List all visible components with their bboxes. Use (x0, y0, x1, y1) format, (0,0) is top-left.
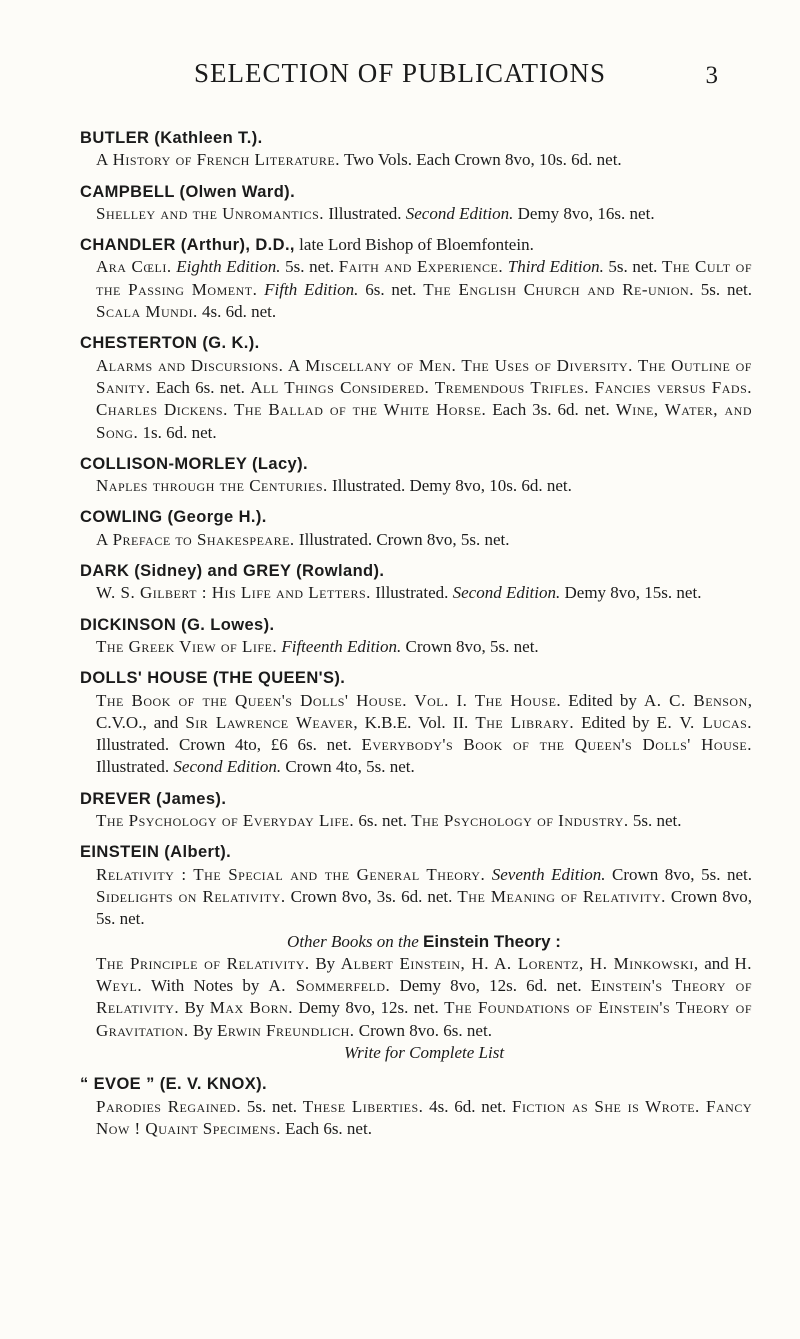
entry-text: Crown 8vo. 6s. net. (354, 1020, 492, 1040)
entry-text: , C.V.O., and (96, 690, 752, 732)
catalogue-entry (80, 614, 752, 659)
entry-text: Demy 8vo, 15s. net. (560, 583, 702, 603)
entry-text: By (309, 953, 341, 973)
book-title: H. Weyl. (96, 953, 752, 996)
edition-note: Fifth Edition. (264, 279, 359, 299)
author-name: CHESTERTON (G. K.). (80, 334, 260, 353)
entry-body (96, 690, 752, 779)
author-name: DARK (Sidney) and GREY (Rowland). (80, 562, 385, 581)
entry-text: By (179, 998, 210, 1018)
publication-list (80, 118, 752, 1140)
entry-text: Illustrated. (324, 203, 406, 223)
edition-note: Second Edition. (405, 203, 514, 223)
subheading-text: Other Books on the (287, 931, 424, 951)
entry-text: Edited by (561, 690, 644, 710)
entry-body (96, 864, 752, 931)
entry-text: Demy 8vo, 16s. net. (513, 203, 655, 223)
entry-text: Crown 8vo, 5s. net. (96, 886, 752, 929)
entry-body (96, 149, 752, 171)
entry-text: Demy 8vo, 12s. 6d. net. (390, 976, 591, 996)
entry-text: Crown 8vo, 5s. net. (401, 636, 539, 656)
catalogue-entry (80, 234, 752, 323)
book-title: Faith and Experience. (338, 257, 504, 277)
entry-body (96, 953, 752, 1042)
book-title: The English Church and Re-union. (423, 279, 694, 299)
book-title: Naples through the Centuries. (96, 476, 328, 496)
book-title: The Meaning of Relativity. (457, 886, 666, 906)
book-title: Sidelights on Relativity. (96, 886, 286, 906)
edition-note: Second Edition. (452, 583, 561, 603)
book-title: Einstein's Theory of Relativity. (96, 976, 752, 1018)
entry-body (96, 203, 752, 225)
book-title: All Things Considered. Tremendous Trifles. Fancies versus Fads. Charles Dickens. The Ballad of the White Horse. (96, 377, 752, 420)
entry-text: 5s. net. (241, 1096, 303, 1116)
catalogue-entry (80, 127, 752, 172)
entry-text: 1s. 6d. net. (138, 422, 217, 442)
book-title: A History of French Literature. (96, 150, 340, 170)
entry-text: Crown 8vo, 3s. 6d. net. (285, 886, 458, 906)
entry-body (96, 256, 752, 323)
author-heading (80, 788, 752, 810)
book-title: Albert Einstein, H. A. Lorentz, H. Minkowski, (340, 953, 699, 973)
page-number: 3 (705, 62, 718, 89)
author-heading (80, 127, 752, 149)
author-name: CAMPBELL (Olwen Ward). (80, 182, 296, 201)
entry-text: Crown 4to, 5s. net. (281, 757, 415, 777)
catalogue-entry (80, 788, 752, 833)
running-head: SELECTION OF PUBLICATIONS (193, 58, 607, 88)
edition-note: Seventh Edition. (491, 864, 606, 884)
author-name: “ EVOE ” (E. V. KNOX). (80, 1075, 267, 1094)
edition-note: Second Edition. (173, 757, 282, 777)
book-title: The Book of the Queen's Dolls' House. Vol. I. The House. (96, 690, 562, 710)
author-heading (80, 181, 752, 203)
entry-text: Each 6s. net. (150, 377, 251, 397)
book-title: The Principle of Relativity. (96, 953, 310, 973)
book-title: Ara Cœli. (96, 257, 172, 277)
entry-text: 4s. 6d. net. (423, 1096, 512, 1116)
catalogue-entry (80, 841, 752, 1064)
book-title: Erwin Freundlich. (217, 1020, 355, 1040)
entry-text: Each 6s. net. (280, 1118, 372, 1138)
entry-body (96, 636, 752, 658)
author-name: DREVER (James). (80, 789, 227, 808)
entry-text: Illustrated. (370, 583, 453, 603)
book-title: Sir Lawrence Weaver (185, 712, 354, 732)
entry-text: 4s. 6d. net. (197, 302, 277, 322)
author-name: COWLING (George H.). (80, 508, 267, 527)
entry-text: Illustrated. Crown 4to, £6 6s. net. (96, 735, 362, 755)
entry-text: 5s. net. (628, 811, 682, 831)
author-heading (80, 332, 752, 354)
catalogue-entry (80, 332, 752, 443)
book-title: Parodies Regained. (96, 1096, 242, 1116)
entry-text: 5s. net. (693, 279, 753, 299)
subheading-emphasis: Einstein Theory : (423, 931, 561, 951)
catalogue-entry (80, 560, 752, 605)
book-title: These Liberties. (302, 1096, 424, 1116)
book-title: The Psychology of Industry. (411, 811, 629, 831)
book-title: The Greek View of Life. (96, 636, 278, 656)
book-title: A. C. Benson (643, 690, 748, 710)
author-name: DOLLS' HOUSE (THE QUEEN'S). (80, 669, 346, 688)
book-title: E. V. Lucas. (656, 712, 752, 732)
entry-body (96, 810, 752, 832)
entry-text: Two Vols. Each Crown 8vo, 10s. 6d. net. (340, 150, 622, 170)
entry-body (96, 529, 752, 551)
entry-text: and (698, 953, 735, 973)
book-title: Wine, Water, and Song. (96, 400, 753, 442)
catalogue-entry (80, 667, 752, 778)
entry-text: Illustrated. Demy 8vo, 10s. 6d. net. (327, 476, 572, 496)
book-title: Relativity : The Special and the General Theory. (96, 864, 486, 884)
author-heading (80, 560, 752, 582)
author-heading (80, 234, 752, 256)
book-title: A Preface to Shakespeare. (96, 529, 295, 549)
book-title: The Library. (475, 712, 575, 732)
edition-note: Fifteenth Edition. (281, 636, 402, 656)
author-heading (80, 841, 752, 863)
book-title: The Foundations of Einstein's Theory of Gravitation. (96, 998, 753, 1040)
entry-text: Demy 8vo, 12s. net. (293, 998, 445, 1018)
book-title: Everybody's Book of the Queen's Dolls' House. (361, 735, 752, 755)
author-name: DICKINSON (G. Lowes). (80, 615, 275, 634)
author-name: EINSTEIN (Albert). (80, 843, 232, 862)
author-name: BUTLER (Kathleen T.). (80, 129, 263, 147)
book-title: Shelley and the Unromantics. (96, 203, 325, 223)
entry-text: 5s. net. (280, 257, 339, 277)
footer-note: Write for Complete List (343, 1042, 505, 1062)
book-title: A. Sommerfeld. (268, 976, 391, 996)
author-heading (80, 506, 752, 528)
author-heading (80, 614, 752, 636)
subheading (96, 931, 752, 953)
entry-text: 6s. net. (358, 279, 424, 299)
entry-text: Illustrated. (96, 757, 174, 777)
edition-note: Third Edition. (507, 257, 604, 277)
book-title: Fiction as She is Wrote. Fancy Now ! Quaint Specimens. (96, 1096, 752, 1138)
entry-text: Each 3s. 6d. net. (486, 400, 616, 420)
entry-body (96, 355, 752, 444)
entry-text: Crown 8vo, 5s. net. (605, 864, 752, 884)
book-title: W. S. Gilbert : His Life and Letters. (96, 583, 371, 603)
author-name: CHANDLER (Arthur), D.D., (80, 236, 295, 255)
catalogue-entry (80, 181, 752, 226)
author-description: late Lord Bishop of Bloemfontein. (294, 235, 534, 255)
book-title: The Psychology of Everyday Life. (96, 811, 355, 831)
entry-text: , K.B.E. Vol. II. (353, 712, 476, 732)
entry-text: With Notes by (142, 976, 269, 996)
catalogue-entry (80, 506, 752, 551)
entry-body (96, 1096, 752, 1141)
author-heading (80, 453, 752, 475)
book-title: Scala Mundi. (96, 302, 198, 322)
entry-text: 5s. net. (603, 257, 663, 277)
book-title: Alarms and Discursions. A Miscellany of Men. The Uses of Diversity. The Outline of Sanity. (96, 355, 752, 397)
author-heading (80, 667, 752, 689)
entry-body (96, 475, 752, 497)
entry-text: By (188, 1020, 218, 1040)
author-heading (80, 1073, 752, 1095)
entry-text: Illustrated. Crown 8vo, 5s. net. (294, 529, 510, 549)
author-name: COLLISON-MORLEY (Lacy). (80, 454, 308, 473)
catalogue-entry (80, 453, 752, 498)
book-title: Max Born. (209, 998, 293, 1018)
edition-note: Eighth Edition. (176, 257, 281, 277)
catalogue-entry (80, 1073, 752, 1140)
entry-text: Edited by (574, 712, 657, 732)
entry-text: 6s. net. (354, 811, 412, 831)
entry-body (96, 582, 752, 604)
book-title: The Cult of the Passing Moment. (96, 257, 753, 299)
